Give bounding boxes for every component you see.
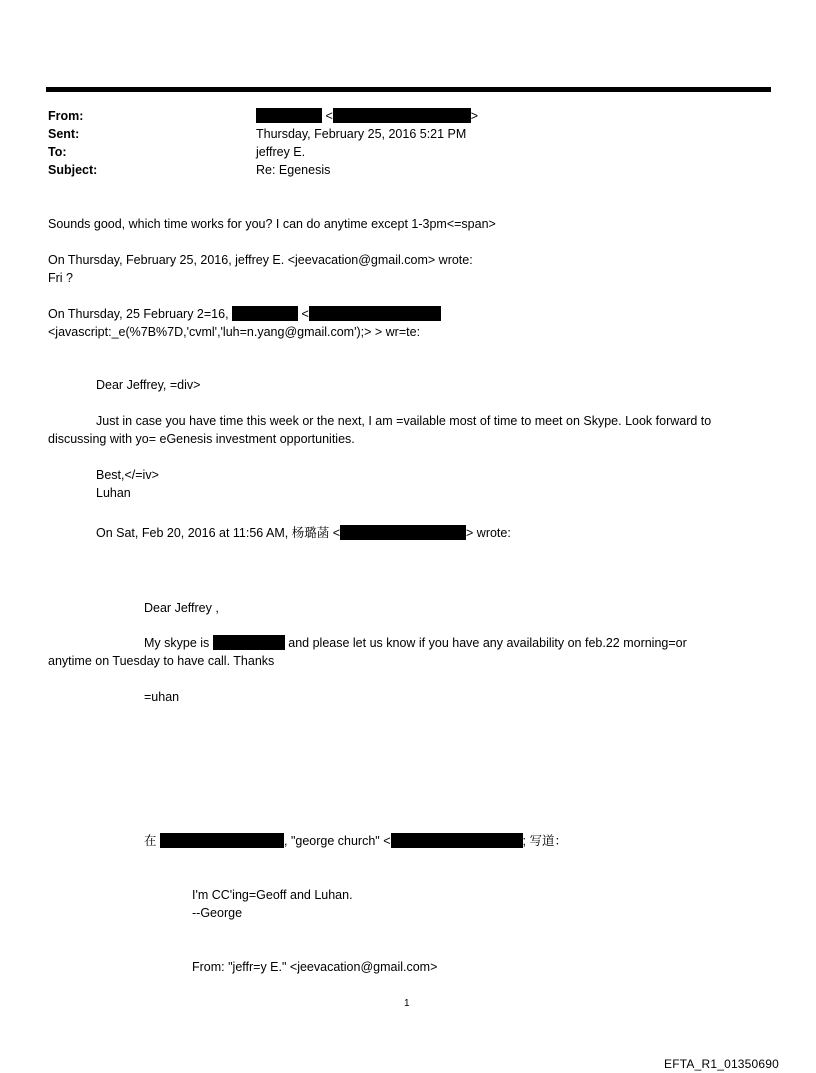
- greeting-1: Dear Jeffrey, =div>: [96, 378, 201, 392]
- skype-text-b: and please let us know if you have any availability on feb.22 morning=or: [288, 636, 687, 650]
- redaction-block: [213, 635, 285, 650]
- skype-text-a: My skype is: [144, 636, 210, 650]
- forwarded-from-line: From: "jeffr=y E." <jeevacation@gmail.com>: [192, 960, 438, 974]
- paragraph-1-line-2: discussing with yo= eGenesis investment opportunities.: [48, 432, 355, 446]
- quote-header-4-zai: 在: [144, 834, 157, 848]
- from-lt: <: [325, 109, 333, 123]
- redaction-block: [391, 833, 523, 848]
- quote-header-2-link: <javascript:_e(%7B%7D,'cvml','luh=n.yang@gmail.com');> > wr=te:: [48, 325, 421, 339]
- from-gt: >: [470, 109, 479, 123]
- reply-line: Sounds good, which time works for you? I can do anytime except 1-3pm<=span>: [48, 217, 496, 231]
- redaction-block: [232, 306, 298, 321]
- quote-header-2-lt: <: [301, 307, 309, 321]
- from-label: From:: [48, 109, 84, 123]
- redaction-block: [160, 833, 284, 848]
- header-rule: [46, 87, 771, 92]
- quote-header-3: [96, 525, 511, 542]
- skype-line-2: anytime on Tuesday to have call. Thanks: [48, 654, 275, 668]
- signoff-name: Luhan: [96, 486, 131, 500]
- quote-text-fri: Fri ?: [48, 271, 73, 285]
- skype-line-1: [144, 635, 687, 652]
- signoff-best: Best,</=iv>: [96, 468, 159, 482]
- quote-header-2: [48, 306, 441, 323]
- quote-header-3-wrote: > wrote:: [466, 526, 511, 540]
- cc-line: I'm CC'ing=Geoff and Luhan.: [192, 888, 353, 902]
- redaction-block: [333, 108, 471, 123]
- subject-value: Re: Egenesis: [256, 163, 331, 177]
- quote-header-4-george: , "george church" <: [284, 834, 391, 848]
- quote-header-4: [144, 833, 567, 850]
- from-value: [256, 108, 478, 125]
- subject-label: Subject:: [48, 163, 98, 177]
- redaction-block: [256, 108, 322, 123]
- greeting-2: Dear Jeffrey ,: [144, 601, 219, 615]
- sent-label: Sent:: [48, 127, 80, 141]
- document-id: EFTA_R1_01350690: [664, 1057, 780, 1071]
- quote-header-3-text: On Sat, Feb 20, 2016 at 11:56 AM, 杨璐菡 <: [96, 526, 341, 540]
- to-value: jeffrey E.: [256, 145, 306, 159]
- quote-header-1: On Thursday, February 25, 2016, jeffrey E. <jeevacation@gmail.com> wrote:: [48, 253, 473, 267]
- paragraph-1-line-1: Just in case you have time this week or the next, I am =vailable most of time to meet on Skype. Look forward to: [96, 414, 712, 428]
- to-label: To:: [48, 145, 67, 159]
- redaction-block: [340, 525, 466, 540]
- sent-value: Thursday, February 25, 2016 5:21 PM: [256, 127, 467, 141]
- quote-header-4-wrote: ; 写道：: [522, 834, 567, 848]
- page-number: 1: [404, 998, 410, 1009]
- quote-header-2-text: On Thursday, 25 February 2=16,: [48, 307, 229, 321]
- george-signature: --George: [192, 906, 243, 920]
- redaction-block: [309, 306, 441, 321]
- signoff-uhan: =uhan: [144, 690, 180, 704]
